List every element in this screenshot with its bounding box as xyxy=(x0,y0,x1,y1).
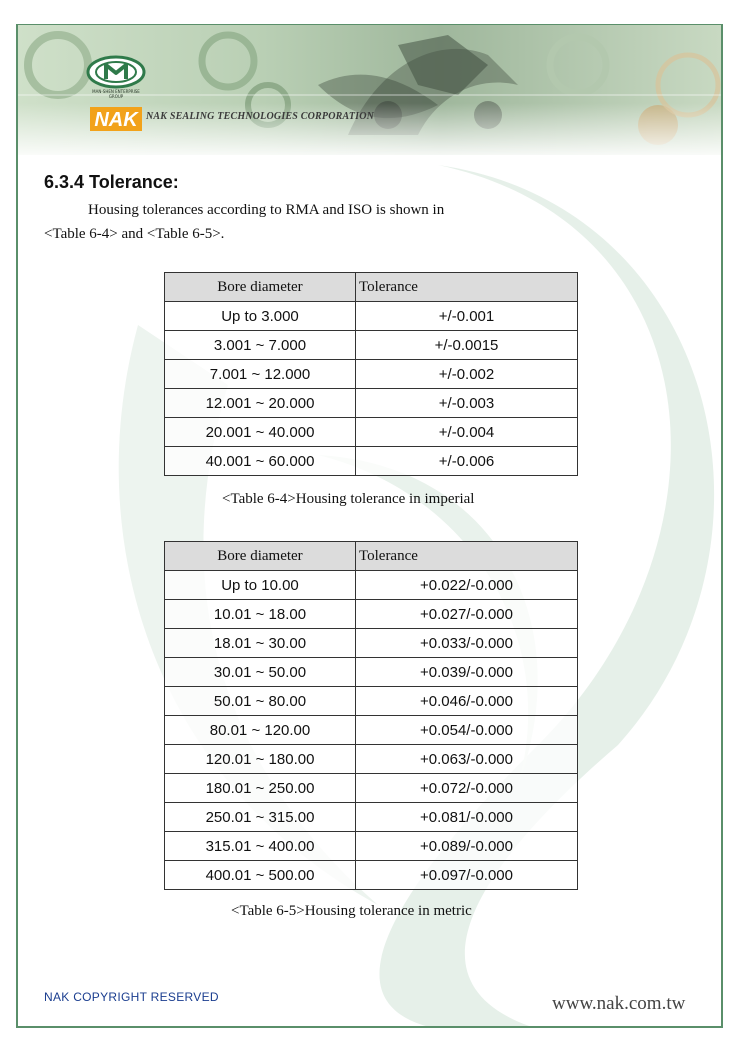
tolerance-cell: +0.097/-0.000 xyxy=(356,861,578,890)
tolerance-cell: +/-0.0015 xyxy=(356,331,578,360)
logo-subtitle: MAN-SHEN ENTERPRISE GROUP xyxy=(92,89,140,99)
website-url: www.nak.com.tw xyxy=(552,993,686,1014)
table-row xyxy=(165,774,578,803)
tolerance-cell: +/-0.002 xyxy=(356,360,578,389)
bore-diameter-cell: 40.001 ~ 60.000 xyxy=(165,447,356,476)
table-header-row xyxy=(165,542,578,571)
bore-diameter-cell: 400.01 ~ 500.00 xyxy=(165,861,356,890)
table-row xyxy=(165,571,578,600)
bore-diameter-cell: 20.001 ~ 40.000 xyxy=(165,418,356,447)
column-header-bore-diameter: Bore diameter xyxy=(165,542,356,571)
imperial-tolerance-table xyxy=(164,272,578,476)
tolerance-cell: +/-0.001 xyxy=(356,302,578,331)
table-row xyxy=(165,629,578,658)
table-6-4-caption: <Table 6-4>Housing tolerance in imperial xyxy=(222,491,475,507)
man-shen-logo xyxy=(86,55,146,89)
bore-diameter-cell: Up to 3.000 xyxy=(165,302,356,331)
table-row xyxy=(165,389,578,418)
bore-diameter-cell: 250.01 ~ 315.00 xyxy=(165,803,356,832)
bore-diameter-cell: 7.001 ~ 12.000 xyxy=(165,360,356,389)
tolerance-cell: +/-0.006 xyxy=(356,447,578,476)
tolerance-cell: +0.081/-0.000 xyxy=(356,803,578,832)
table-row xyxy=(165,803,578,832)
table-6-5-caption: <Table 6-5>Housing tolerance in metric xyxy=(231,903,472,919)
table-row xyxy=(165,687,578,716)
copyright-notice: NAK COPYRIGHT RESERVED xyxy=(44,990,219,1004)
bore-diameter-cell: 120.01 ~ 180.00 xyxy=(165,745,356,774)
table-row xyxy=(165,418,578,447)
tolerance-cell: +0.046/-0.000 xyxy=(356,687,578,716)
tolerance-cell: +0.022/-0.000 xyxy=(356,571,578,600)
tolerance-cell: +0.039/-0.000 xyxy=(356,658,578,687)
bore-diameter-cell: 50.01 ~ 80.00 xyxy=(165,687,356,716)
table-row xyxy=(165,658,578,687)
bore-diameter-cell: 180.01 ~ 250.00 xyxy=(165,774,356,803)
company-name: NAK SEALING TECHNOLOGIES CORPORATION xyxy=(146,111,375,122)
tolerance-cell: +0.033/-0.000 xyxy=(356,629,578,658)
table-row xyxy=(165,861,578,890)
bore-diameter-cell: 80.01 ~ 120.00 xyxy=(165,716,356,745)
table-row xyxy=(165,447,578,476)
column-header-tolerance: Tolerance xyxy=(356,542,578,571)
bore-diameter-cell: 315.01 ~ 400.00 xyxy=(165,832,356,861)
tolerance-cell: +/-0.003 xyxy=(356,389,578,418)
table-row xyxy=(165,600,578,629)
tolerance-cell: +0.063/-0.000 xyxy=(356,745,578,774)
table-row xyxy=(165,302,578,331)
intro-line-2: <Table 6-4> and <Table 6-5>. xyxy=(44,226,225,242)
tolerance-cell: +0.054/-0.000 xyxy=(356,716,578,745)
bore-diameter-cell: 3.001 ~ 7.000 xyxy=(165,331,356,360)
bore-diameter-cell: Up to 10.00 xyxy=(165,571,356,600)
metric-tolerance-table xyxy=(164,541,578,890)
nak-logo xyxy=(90,107,142,131)
tolerance-cell: +/-0.004 xyxy=(356,418,578,447)
column-header-tolerance: Tolerance xyxy=(356,273,578,302)
tolerance-cell: +0.027/-0.000 xyxy=(356,600,578,629)
bore-diameter-cell: 12.001 ~ 20.000 xyxy=(165,389,356,418)
tolerance-cell: +0.072/-0.000 xyxy=(356,774,578,803)
svg-text:NAK: NAK xyxy=(94,109,138,131)
section-title: 6.3.4 Tolerance: xyxy=(44,172,179,192)
bore-diameter-cell: 10.01 ~ 18.00 xyxy=(165,600,356,629)
tolerance-cell: +0.089/-0.000 xyxy=(356,832,578,861)
table-header-row xyxy=(165,273,578,302)
table-row xyxy=(165,331,578,360)
bore-diameter-cell: 18.01 ~ 30.00 xyxy=(165,629,356,658)
intro-line-1: Housing tolerances according to RMA and ISO is shown in xyxy=(88,202,445,218)
bore-diameter-cell: 30.01 ~ 50.00 xyxy=(165,658,356,687)
table-row xyxy=(165,360,578,389)
intro-paragraph xyxy=(44,198,544,246)
column-header-bore-diameter: Bore diameter xyxy=(165,273,356,302)
table-row xyxy=(165,716,578,745)
table-row xyxy=(165,832,578,861)
table-row xyxy=(165,745,578,774)
